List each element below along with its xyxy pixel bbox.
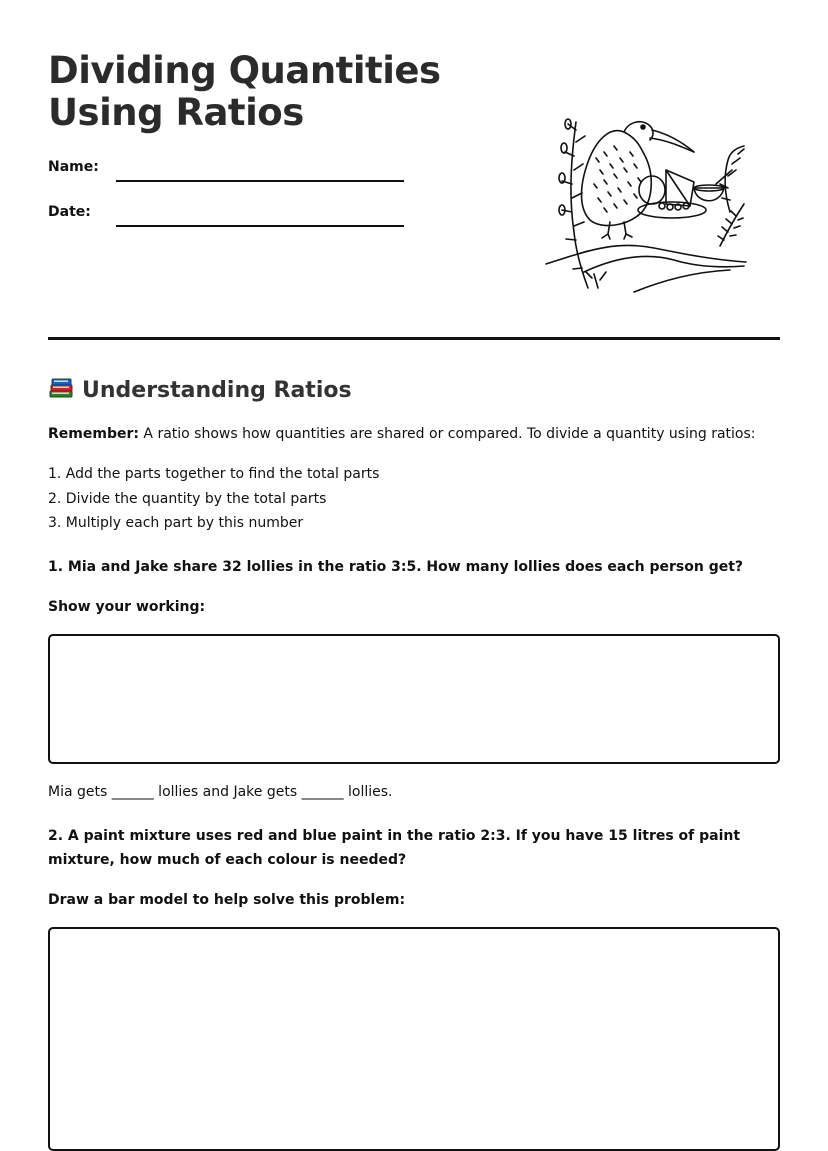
remember-note <box>48 424 755 444</box>
name-field-line[interactable] <box>116 180 404 182</box>
section-heading-text: Understanding Ratios <box>82 378 352 403</box>
question-2: 2. A paint mixture uses red and blue paint in the ratio 2:3. If you have 15 litres of paint mixture, how much of each colour is needed? <box>48 828 741 868</box>
step-1: 1. Add the parts together to find the total parts <box>48 466 380 482</box>
bar-model-answer-box[interactable] <box>48 927 780 1151</box>
working-answer-box[interactable] <box>48 634 780 764</box>
step-3: 3. Multiply each part by this number <box>48 515 304 531</box>
page-title <box>48 50 441 134</box>
date-label: Date: <box>48 204 91 220</box>
title-line-2: Using Ratios <box>48 91 304 134</box>
question-1-answer-line: Mia gets ______ lollies and Jake gets ______ lollies. <box>48 784 393 800</box>
title-line-1: Dividing Quantities <box>48 49 441 92</box>
section-heading <box>48 374 352 406</box>
question-1-prompt: Show your working: <box>48 599 206 615</box>
question-2-prompt: Draw a bar model to help solve this problem: <box>48 892 406 908</box>
name-label: Name: <box>48 159 99 175</box>
remember-label: Remember: <box>48 426 139 442</box>
books-icon <box>48 374 74 400</box>
step-2: 2. Divide the quantity by the total parts <box>48 491 327 507</box>
section-divider <box>48 337 780 340</box>
question-1: 1. Mia and Jake share 32 lollies in the ratio 3:5. How many lollies does each person get? <box>48 559 744 575</box>
kiwi-bird-illustration <box>544 112 748 296</box>
date-field-line[interactable] <box>116 225 404 227</box>
remember-text: A ratio shows how quantities are shared or compared. To divide a quantity using ratios: <box>138 426 756 442</box>
